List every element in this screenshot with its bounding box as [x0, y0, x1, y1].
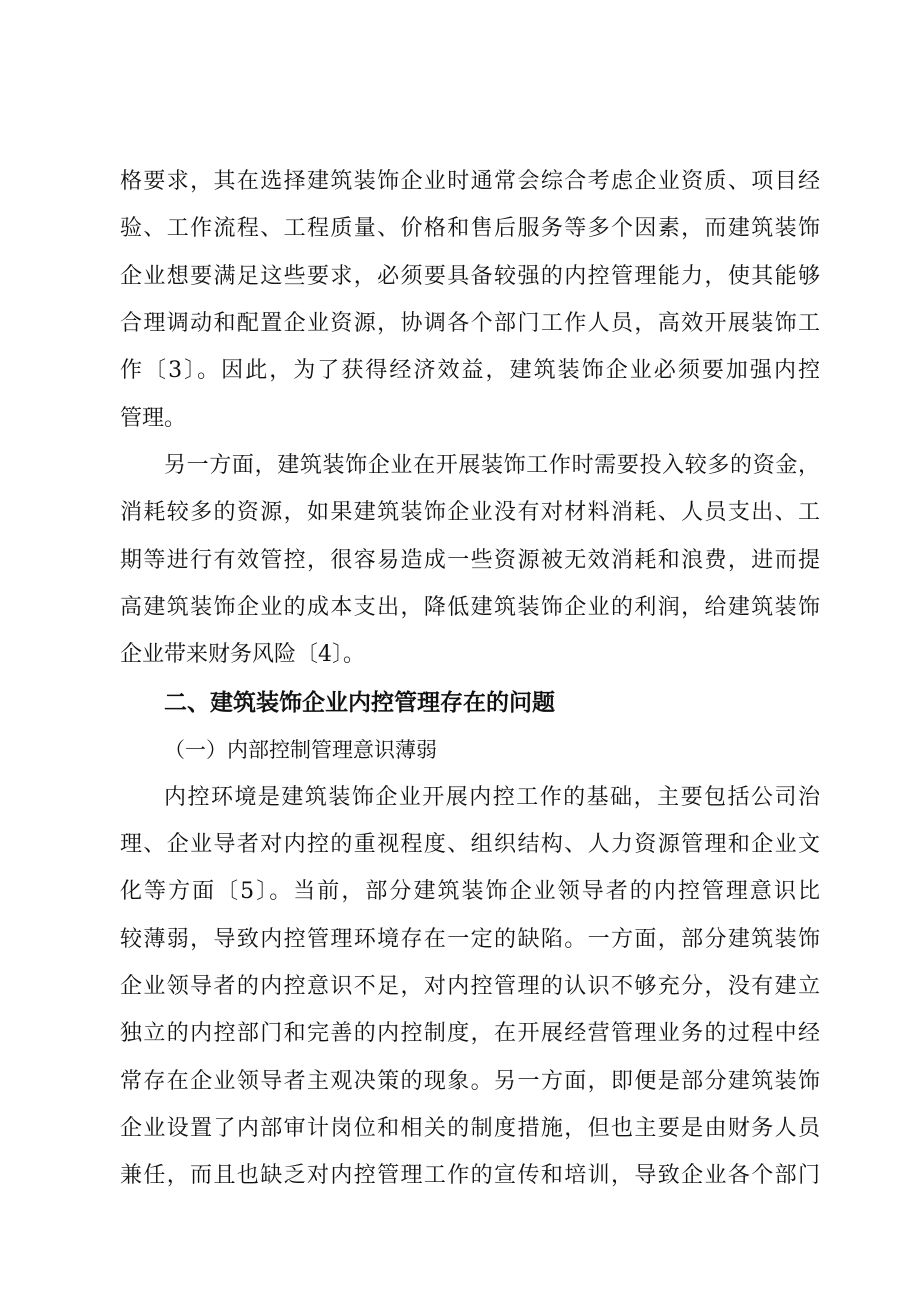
paragraph-3-line-4: 较薄弱，导致内控管理环境存在一定的缺陷。一方面，部分建筑装饰	[120, 927, 820, 952]
paragraph-3-line-5: 企业领导者的内控意识不足，对内控管理的认识不够充分，没有建立	[120, 974, 820, 999]
paragraph-1-line-6: 管理。	[120, 406, 187, 431]
paragraph-2-line-1: 另一方面，建筑装饰企业在开展装饰工作时需要投入较多的资金，	[164, 453, 820, 478]
sub-heading: （一）内部控制管理意识薄弱	[164, 738, 437, 762]
paragraph-1-line-3: 企业想要满足这些要求，必须要具备较强的内控管理能力，使其能够	[120, 264, 820, 289]
paragraph-1-line-4: 合理调动和配置企业资源，协调各个部门工作人员，高效开展装饰工	[120, 311, 820, 336]
section-heading: 二、建筑装饰企业内控管理存在的问题	[164, 690, 555, 716]
paragraph-3-line-3: 化等方面〔5〕。当前，部分建筑装饰企业领导者的内控管理意识比	[120, 879, 820, 904]
paragraph-3-line-1: 内控环境是建筑装饰企业开展内控工作的基础，主要包括公司治	[164, 785, 820, 810]
paragraph-1-line-1: 格要求，其在选择建筑装饰企业时通常会综合考虑企业资质、项目经	[120, 169, 820, 194]
paragraph-3-line-9: 兼任，而且也缺乏对内控管理工作的宣传和培训，导致企业各个部门	[120, 1163, 820, 1188]
paragraph-3-line-2: 理、企业导者对内控的重视程度、组织结构、人力资源管理和企业文	[120, 832, 820, 857]
paragraph-3-line-7: 常存在企业领导者主观决策的现象。另一方面，即便是部分建筑装饰	[120, 1069, 820, 1094]
paragraph-2-line-2: 消耗较多的资源，如果建筑装饰企业没有对材料消耗、人员支出、工	[120, 500, 820, 525]
paragraph-1-line-5: 作〔3〕。因此，为了获得经济效益，建筑装饰企业必须要加强内控	[120, 358, 820, 383]
paragraph-2-line-4: 高建筑装饰企业的成本支出，降低建筑装饰企业的利润，给建筑装饰	[120, 595, 820, 620]
paragraph-3-line-8: 企业设置了内部审计岗位和相关的制度措施，但也主要是由财务人员	[120, 1116, 820, 1141]
paragraph-2-line-3: 期等进行有效管控，很容易造成一些资源被无效消耗和浪费，进而提	[120, 548, 820, 573]
paragraph-2-line-5: 企业带来财务风险〔4〕。	[120, 642, 365, 667]
paragraph-3-line-6: 独立的内控部门和完善的内控制度，在开展经营管理业务的过程中经	[120, 1021, 820, 1046]
paragraph-1-line-2: 验、工作流程、工程质量、价格和售后服务等多个因素，而建筑装饰	[120, 216, 820, 241]
